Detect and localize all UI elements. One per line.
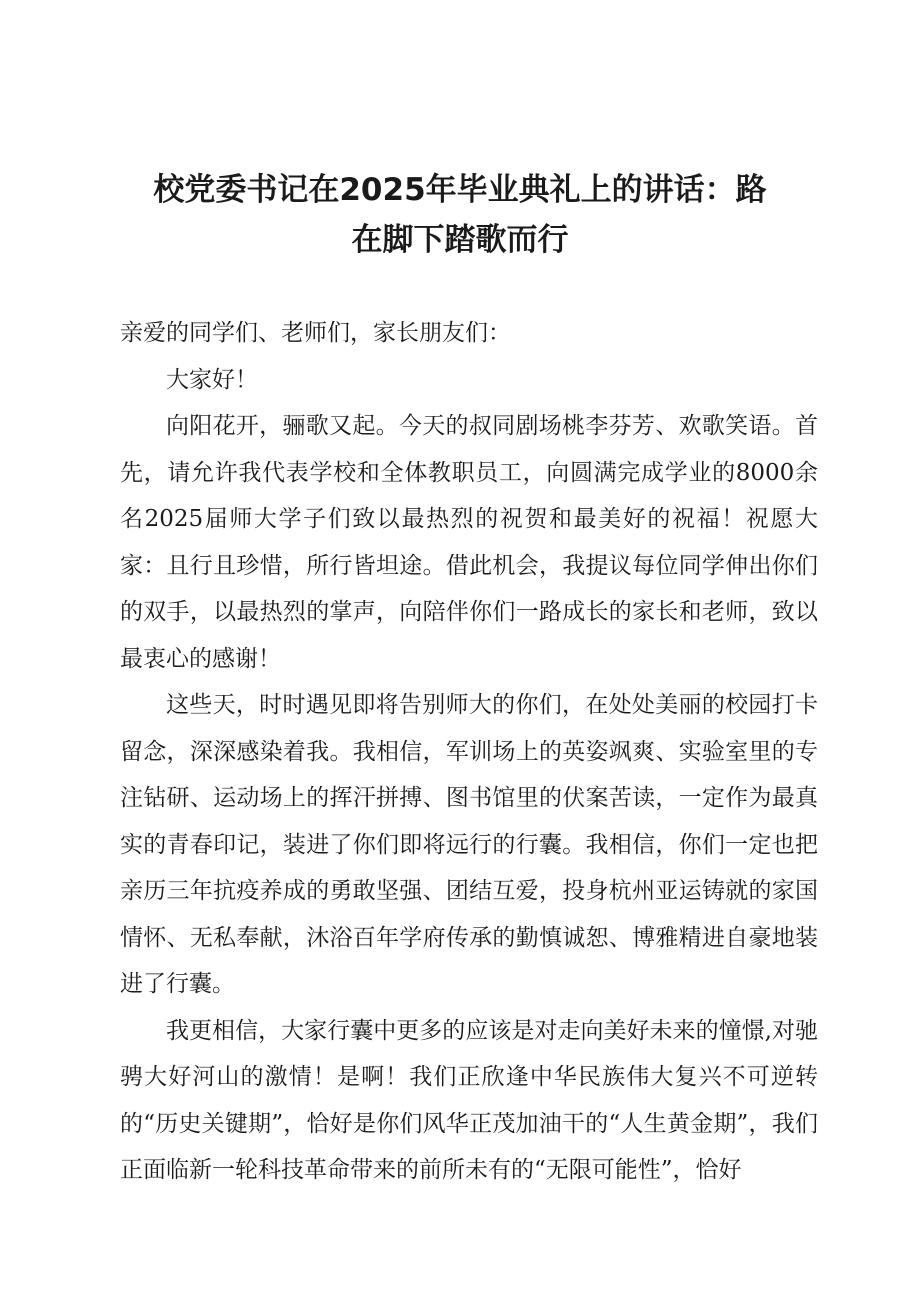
- greeting: 大家好！: [166, 366, 258, 393]
- document-title: [110, 165, 810, 265]
- paragraph-2: 这些天，时时遇见即将告别师大的你们，在处处美丽的校园打卡留念，深深感染着我。我相信，军训场上的英姿飒爽、实验室里的专注钻研、运动场上的挥汗拼搏、图书馆里的伏案苦读，一定作为最真实的青春印记，装进了你们即将远行的行囊。我相信，你们一定也把亲历三年抗疫养成的勇敢坚强、团结互爱，投身杭州亚运铸就的家国情怀、无私奉献，沐浴百年学府传承的勤慎诚恕、博雅精进自豪地装进了行囊。: [120, 692, 818, 997]
- title-line-1: 校党委书记在2025年毕业典礼上的讲话：路: [153, 172, 767, 208]
- title-line-2: 在脚下踏歌而行: [351, 222, 569, 258]
- document-body: [120, 310, 818, 1194]
- paragraph-3: 我更相信，大家行囊中更多的应该是对走向美好未来的憧憬,对驰骋大好河山的激情！是啊！我们正欣逢中华民族伟大复兴不可逆转的“历史关键期”，恰好是你们风华正茂加油干的“人生黄金期”，我们正面临新一轮科技革命带来的前所未有的“无限可能性”，恰好: [120, 1017, 818, 1183]
- paragraph-1: 向阳花开，骊歌又起。今天的叔同剧场桃李芬芳、欢歌笑语。首先，请允许我代表学校和全体教职员工，向圆满完成学业的8000余名2025届师大学子们致以最热烈的祝贺和最美好的祝福！祝愿大家：且行且珍惜，所行皆坦途。借此机会，我提议每位同学伸出你们的双手，以最热烈的掌声，向陪伴你们一路成长的家长和老师，致以最衷心的感谢！: [120, 413, 818, 672]
- salutation: 亲爱的同学们、老师们，家长朋友们：: [120, 320, 511, 346]
